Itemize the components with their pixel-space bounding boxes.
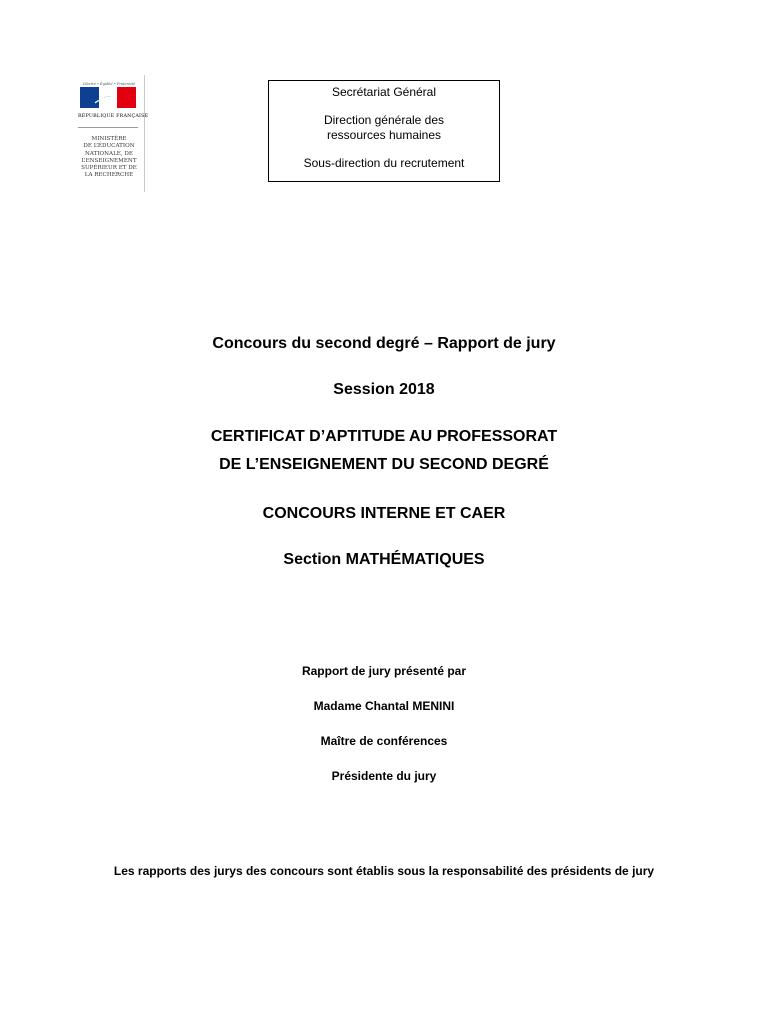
ministry-line: NATIONALE, DE: [84, 150, 133, 157]
certificate-line-1: CERTIFICAT D’APTITUDE AU PROFESSORAT: [210, 428, 558, 445]
certificate-line-2: DE L’ENSEIGNEMENT DU SECOND DEGRÉ: [219, 456, 549, 473]
ministry-line: SUPÉRIEUR ET DE: [81, 165, 137, 172]
secretariat-label: Secrétariat Général: [331, 85, 437, 99]
ministry-logo: [72, 75, 149, 192]
president-position: Maître de conférences: [320, 734, 448, 748]
document-title: Concours du second degré – Rapport de jury: [212, 335, 556, 352]
logo-motto: Liberté • Égalité • Fraternité: [82, 82, 136, 86]
marianne-profile-icon: [90, 89, 124, 108]
ministry-line: DE L’ÉDUCATION: [83, 143, 135, 150]
ministry-line: LA RECHERCHE: [84, 172, 134, 179]
concours-type: CONCOURS INTERNE ET CAER: [262, 505, 506, 522]
direction-line-2: ressources humaines: [326, 128, 442, 142]
session-label: Session 2018: [333, 381, 435, 398]
sous-direction-label: Sous-direction du recrutement: [303, 156, 465, 170]
direction-label: [269, 113, 499, 143]
direction-line-1: Direction générale des: [323, 113, 445, 127]
republique-francaise-label: RÉPUBLIQUE FRANÇAISE: [78, 114, 149, 119]
presented-by-label: Rapport de jury présenté par: [301, 664, 467, 678]
responsibility-note: Les rapports des jurys des concours sont établis sous la responsabilité des présidents de jury: [113, 864, 655, 878]
logo-divider: [78, 127, 138, 128]
president-name: Madame Chantal MENINI: [313, 699, 455, 713]
ministry-line: L’ENSEIGNEMENT: [81, 157, 137, 164]
department-header-box: [268, 80, 500, 182]
president-role: Présidente du jury: [331, 769, 437, 783]
ministry-name: [76, 136, 142, 180]
ministry-line: MINISTÈRE: [91, 136, 127, 142]
section-label: Section MATHÉMATIQUES: [283, 551, 485, 568]
